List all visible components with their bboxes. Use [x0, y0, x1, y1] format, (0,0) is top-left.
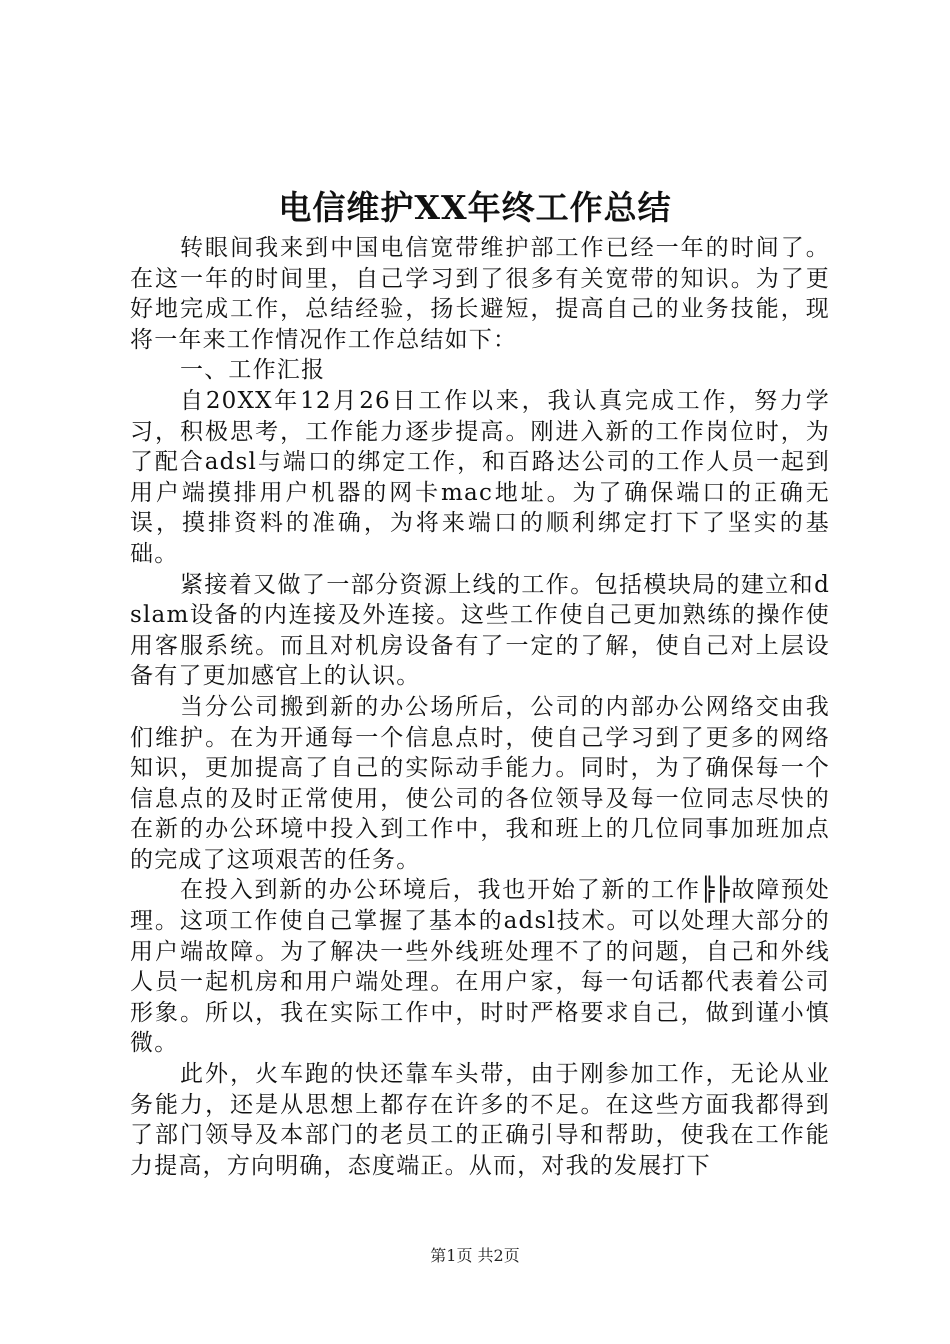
section-heading-work-report: 一、工作汇报: [180, 357, 326, 384]
paragraph-resource-online: 紧接着又做了一部分资源上线的工作。包括模块局的建立和dslam设备的内连接及外连接。这些工作使自己更加熟练的操作使用客服系统。而且对机房设备有了一定的了解，使自己对上层设备有了更加感官上的认识。: [130, 571, 830, 690]
paragraph-intro: 转眼间我来到中国电信宽带维护部工作已经一年的时间了。在这一年的时间里，自己学习到了很多有关宽带的知识。为了更好地完成工作，总结经验，扬长避短，提高自己的业务技能，现将一年来工作情况作工作总结如下：: [130, 235, 830, 353]
document-body: [130, 233, 830, 1181]
document-title: 电信维护XX年终工作总结: [278, 188, 672, 227]
paragraph-fault-preprocessing: 在投入到新的办公环境后，我也开始了新的工作╠╠故障预处理。这项工作使自己掌握了基本的adsl技术。可以处理大部分的用户端故障。为了解决一些外线班处理不了的问题，自己和外线人员一起机房和用户端处理。在用户家，每一句话都代表着公司形象。所以，我在实际工作中，时时严格要求自己，做到谨小慎微。: [130, 877, 830, 1057]
page-footer: 第1页 共2页: [430, 1246, 520, 1265]
paragraph-start-work: 自20XX年12月26日工作以来，我认真完成工作，努力学习，积极思考，工作能力逐步提高。刚进入新的工作岗位时，为了配合adsl与端口的绑定工作，和百路达公司的工作人员一起到用户端摸排用户机器的网卡mac地址。为了确保端口的正确无误，摸排资料的准确，为将来端口的顺利绑定打下了坚实的基础。: [130, 387, 830, 567]
paragraph-office-network: 当分公司搬到新的办公场所后，公司的内部办公网络交由我们维护。在为开通每一个信息点时，使自己学习到了更多的网络知识，更加提高了自己的实际动手能力。同时，为了确保每一个信息点的及时正常使用，使公司的各位领导及每一位同志尽快的在新的办公环境中投入到工作中，我和班上的几位同事加班加点的完成了这项艰苦的任务。: [130, 693, 830, 873]
paragraph-growth: 此外，火车跑的快还靠车头带，由于刚参加工作，无论从业务能力，还是从思想上都存在许多的不足。在这些方面我都得到了部门领导及本部门的老员工的正确引导和帮助，使我在工作能力提高，方向明确，态度端正。从而，对我的发展打下: [130, 1061, 830, 1179]
